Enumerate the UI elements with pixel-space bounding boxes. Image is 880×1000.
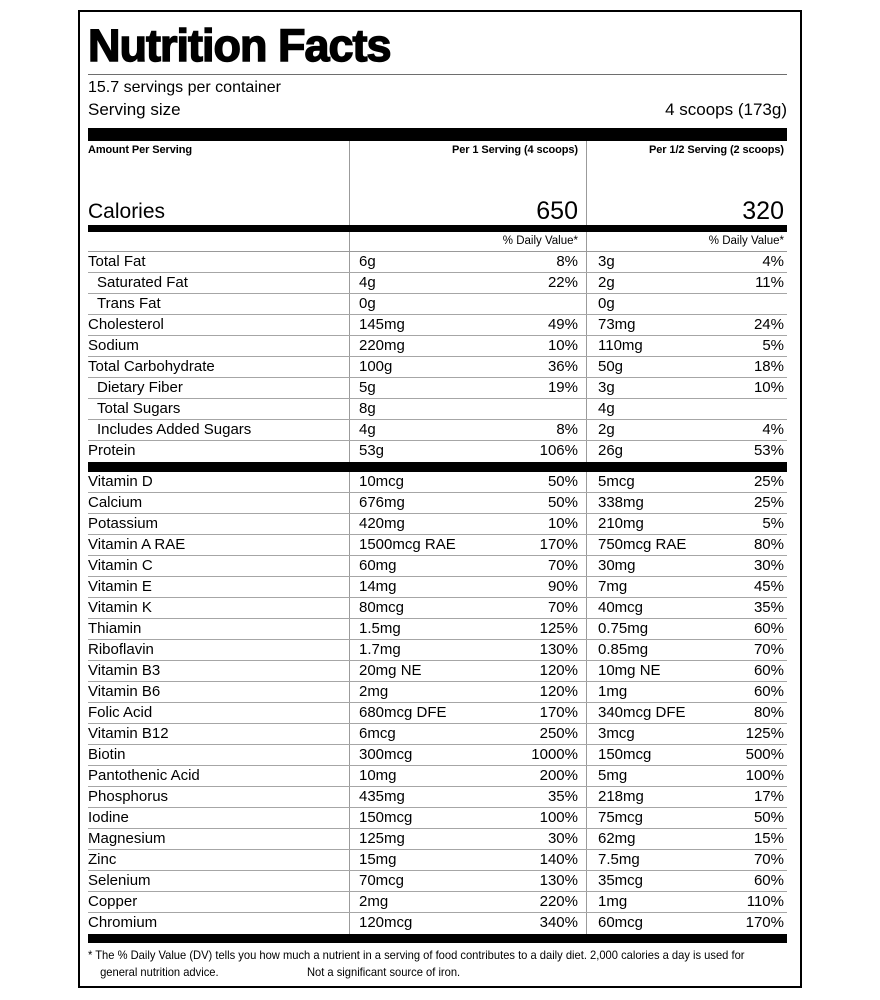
table-row	[88, 493, 787, 514]
nutrient-name: Zinc	[88, 851, 117, 868]
nutrient-amount-per-serving: 20mg NE	[359, 662, 422, 679]
table-row	[88, 661, 787, 682]
table-row	[88, 273, 787, 294]
nutrient-name: Vitamin B3	[88, 662, 161, 679]
nutrient-name: Cholesterol	[88, 316, 164, 333]
nutrient-dv-per-serving: 22%	[547, 274, 578, 291]
nutrient-dv-per-half: 60%	[753, 683, 784, 700]
nutrient-amount-per-serving: 100g	[359, 358, 393, 375]
nutrient-amount-per-half: 60mcg	[598, 914, 644, 931]
nutrient-amount-per-serving: 1500mcg RAE	[359, 536, 456, 553]
nutrient-name: Vitamin B12	[88, 725, 169, 742]
nutrient-amount-per-serving: 8g	[359, 400, 376, 417]
nutrient-amount-per-serving: 125mg	[359, 830, 405, 847]
nutrient-name: Vitamin A RAE	[88, 536, 186, 553]
nutrient-amount-per-serving: 220mg	[359, 337, 405, 354]
nutrition-table	[88, 141, 787, 934]
nutrient-amount-per-half: 3mcg	[598, 725, 635, 742]
nutrient-dv-per-half: 30%	[753, 557, 784, 574]
nutrient-name: Thiamin	[88, 620, 142, 637]
nutrient-dv-per-half: 70%	[753, 851, 784, 868]
calories-row	[88, 161, 787, 225]
nutrient-name: Copper	[88, 893, 138, 910]
nutrient-amount-per-serving: 53g	[359, 442, 385, 459]
nutrient-amount-per-serving: 6mcg	[359, 725, 396, 742]
table-row	[88, 724, 787, 745]
nutrient-amount-per-serving: 680mcg DFE	[359, 704, 447, 721]
nutrient-dv-per-half: 5%	[762, 515, 784, 532]
amount-per-serving-header: Amount Per Serving	[88, 144, 192, 156]
nutrient-dv-per-half: 170%	[745, 914, 784, 931]
nutrient-name: Riboflavin	[88, 641, 154, 658]
table-row	[88, 829, 787, 850]
nutrient-amount-per-half: 338mg	[598, 494, 644, 511]
calories-label: Calories	[88, 200, 166, 223]
nutrient-dv-per-half: 10%	[753, 379, 784, 396]
nutrient-amount-per-half: 40mcg	[598, 599, 644, 616]
servings-per-container: 15.7 servings per container	[88, 79, 281, 96]
nutrient-amount-per-serving: 676mg	[359, 494, 405, 511]
nutrient-dv-per-half: 4%	[762, 253, 784, 270]
nutrient-dv-per-half: 80%	[753, 704, 784, 721]
table-row	[88, 913, 787, 934]
nutrient-amount-per-half: 10mg NE	[598, 662, 661, 679]
nutrient-dv-per-serving: 200%	[539, 767, 578, 784]
nutrient-name: Total Carbohydrate	[88, 358, 215, 375]
nutrient-amount-per-serving: 70mcg	[359, 872, 405, 889]
table-row	[88, 315, 787, 336]
nutrient-name: Sodium	[88, 337, 139, 354]
nutrient-name: Vitamin E	[88, 578, 152, 595]
table-row	[88, 745, 787, 766]
nutrient-dv-per-serving: 35%	[547, 788, 578, 805]
nutrient-amount-per-serving: 6g	[359, 253, 376, 270]
nutrient-dv-per-half: 35%	[753, 599, 784, 616]
nutrient-amount-per-serving: 10mcg	[359, 473, 405, 490]
nutrient-name: Phosphorus	[88, 788, 169, 805]
nutrient-dv-per-serving: 50%	[547, 494, 578, 511]
nutrient-dv-per-serving: 50%	[547, 473, 578, 490]
nutrient-amount-per-half: 73mg	[598, 316, 636, 333]
nutrient-dv-per-half: 53%	[753, 442, 784, 459]
nutrient-name: Vitamin B6	[88, 683, 161, 700]
nutrient-amount-per-half: 0.75mg	[598, 620, 649, 637]
nutrient-amount-per-half: 110mg	[598, 337, 643, 354]
table-row	[88, 252, 787, 273]
per-half-serving-header: Per 1/2 Serving (2 scoops)	[649, 144, 784, 156]
nutrient-amount-per-half: 150mcg	[598, 746, 652, 763]
table-row	[88, 766, 787, 787]
nutrient-dv-per-half: 50%	[753, 809, 784, 826]
nutrient-amount-per-half: 7mg	[598, 578, 628, 595]
nutrient-name: Vitamin D	[88, 473, 153, 490]
table-row	[88, 598, 787, 619]
nutrient-amount-per-half: 340mcg DFE	[598, 704, 686, 721]
nutrient-dv-per-half: 45%	[753, 578, 784, 595]
nutrient-name: Vitamin C	[88, 557, 153, 574]
nutrient-amount-per-serving: 0g	[359, 295, 376, 312]
nutrient-name: Total Sugars	[97, 400, 181, 417]
nutrient-dv-per-half: 4%	[762, 421, 784, 438]
nutrient-amount-per-serving: 1.5mg	[359, 620, 401, 637]
nutrient-dv-per-half: 17%	[753, 788, 784, 805]
nutrient-amount-per-half: 1mg	[598, 683, 628, 700]
nutrient-name: Pantothenic Acid	[88, 767, 200, 784]
vitamin-rows	[88, 472, 787, 934]
nutrient-dv-per-serving: 125%	[539, 620, 578, 637]
table-row	[88, 556, 787, 577]
table-row	[88, 535, 787, 556]
nutrient-name: Protein	[88, 442, 136, 459]
nutrient-dv-per-serving: 100%	[539, 809, 578, 826]
calories-per-serving: 650	[536, 197, 578, 225]
nutrient-name: Saturated Fat	[97, 274, 188, 291]
nutrient-dv-per-serving: 19%	[547, 379, 578, 396]
nutrient-amount-per-serving: 1.7mg	[359, 641, 401, 658]
nutrient-dv-per-half: 11%	[755, 274, 784, 291]
nutrient-amount-per-half: 7.5mg	[598, 851, 640, 868]
nutrient-amount-per-half: 62mg	[598, 830, 636, 847]
nutrient-amount-per-half: 2g	[598, 421, 615, 438]
nutrient-dv-per-half: 25%	[753, 473, 784, 490]
nutrient-amount-per-serving: 10mg	[359, 767, 397, 784]
nutrient-amount-per-half: 0g	[598, 295, 615, 312]
table-row	[88, 892, 787, 913]
table-row	[88, 357, 787, 378]
nutrient-dv-per-serving: 220%	[539, 893, 578, 910]
nutrient-amount-per-serving: 300mcg	[359, 746, 413, 763]
nutrient-name: Dietary Fiber	[97, 379, 183, 396]
table-row	[88, 640, 787, 661]
footnote	[88, 947, 787, 980]
nutrient-dv-per-half: 25%	[753, 494, 784, 511]
label-title: Nutrition Facts	[88, 20, 391, 71]
nutrient-name: Selenium	[88, 872, 151, 889]
nutrient-amount-per-serving: 80mcg	[359, 599, 405, 616]
nutrient-dv-per-serving: 1000%	[531, 746, 578, 763]
nutrient-amount-per-serving: 2mg	[359, 683, 389, 700]
table-row	[88, 871, 787, 892]
nutrient-dv-per-half: 60%	[753, 662, 784, 679]
nutrient-name: Total Fat	[88, 253, 146, 270]
nutrient-dv-per-serving: 30%	[547, 830, 578, 847]
nutrient-name: Folic Acid	[88, 704, 153, 721]
nutrient-dv-per-serving: 170%	[539, 704, 578, 721]
nutrient-dv-per-serving: 120%	[539, 683, 578, 700]
nutrient-dv-per-serving: 70%	[547, 557, 578, 574]
title-divider	[88, 74, 787, 75]
column-header-row	[88, 141, 787, 161]
nutrient-amount-per-half: 210mg	[598, 515, 644, 532]
nutrient-dv-per-serving: 90%	[547, 578, 578, 595]
table-row	[88, 682, 787, 703]
nutrient-amount-per-half: 50g	[598, 358, 624, 375]
nutrient-dv-per-serving: 49%	[547, 316, 578, 333]
nutrient-dv-per-serving: 130%	[539, 641, 578, 658]
nutrient-amount-per-serving: 60mg	[359, 557, 397, 574]
nutrient-amount-per-serving: 150mcg	[359, 809, 413, 826]
nutrient-amount-per-serving: 120mcg	[359, 914, 413, 931]
table-row	[88, 399, 787, 420]
nutrient-dv-per-half: 110%	[746, 893, 784, 910]
table-row	[88, 472, 787, 493]
serving-size-label: Serving size	[88, 100, 181, 119]
daily-value-header-per-serving: % Daily Value*	[502, 235, 578, 247]
per-serving-header: Per 1 Serving (4 scoops)	[452, 144, 578, 156]
nutrient-amount-per-serving: 14mg	[359, 578, 397, 595]
table-row	[88, 619, 787, 640]
nutrient-dv-per-serving: 10%	[547, 515, 578, 532]
daily-value-header-per-half: % Daily Value*	[708, 235, 784, 247]
nutrient-amount-per-half: 75mcg	[598, 809, 644, 826]
footnote-separator-bar	[88, 934, 787, 943]
calories-per-half-serving: 320	[742, 197, 784, 225]
nutrient-dv-per-half: 100%	[745, 767, 784, 784]
nutrient-dv-per-half: 80%	[753, 536, 784, 553]
footnote-iron-note: Not a significant source of iron.	[306, 964, 461, 979]
nutrient-amount-per-half: 1mg	[598, 893, 628, 910]
daily-value-header-row	[88, 232, 787, 252]
nutrient-dv-per-serving: 250%	[539, 725, 578, 742]
table-row	[88, 294, 787, 315]
nutrient-amount-per-half: 5mcg	[598, 473, 635, 490]
nutrient-name: Potassium	[88, 515, 159, 532]
nutrient-amount-per-half: 5mg	[598, 767, 628, 784]
nutrient-dv-per-half: 70%	[753, 641, 784, 658]
protein-separator-bar	[88, 462, 787, 472]
nutrient-name: Calcium	[88, 494, 143, 511]
table-row	[88, 703, 787, 724]
nutrient-amount-per-serving: 435mg	[359, 788, 405, 805]
nutrient-amount-per-half: 0.85mg	[598, 641, 649, 658]
table-row	[88, 514, 787, 535]
nutrient-dv-per-serving: 36%	[547, 358, 578, 375]
nutrient-dv-per-serving: 70%	[547, 599, 578, 616]
nutrient-amount-per-half: 2g	[598, 274, 615, 291]
nutrient-dv-per-serving: 8%	[556, 421, 578, 438]
nutrient-dv-per-half: 125%	[745, 725, 784, 742]
nutrient-name: Chromium	[88, 914, 158, 931]
nutrient-dv-per-half: 60%	[753, 620, 784, 637]
nutrient-dv-per-half: 5%	[762, 337, 784, 354]
nutrient-amount-per-serving: 4g	[359, 421, 376, 438]
nutrient-amount-per-serving: 145mg	[359, 316, 405, 333]
nutrient-name: Includes Added Sugars	[97, 421, 252, 438]
nutrient-amount-per-serving: 420mg	[359, 515, 405, 532]
nutrient-dv-per-half: 18%	[753, 358, 784, 375]
table-row	[88, 787, 787, 808]
nutrient-dv-per-serving: 120%	[539, 662, 578, 679]
nutrient-name: Iodine	[88, 809, 129, 826]
nutrition-facts-label	[78, 10, 802, 988]
table-row	[88, 441, 787, 462]
nutrient-amount-per-serving: 5g	[359, 379, 376, 396]
nutrient-dv-per-half: 15%	[753, 830, 784, 847]
nutrient-rows	[88, 252, 787, 462]
nutrient-name: Vitamin K	[88, 599, 152, 616]
nutrient-amount-per-half: 35mcg	[598, 872, 644, 889]
nutrient-amount-per-half: 30mg	[598, 557, 636, 574]
table-row	[88, 336, 787, 357]
table-row	[88, 808, 787, 829]
footnote-line2	[88, 964, 738, 981]
footnote-line1: * The % Daily Value (DV) tells you how much a nutrient in a serving of food contributes to a daily diet. 2,000 calories a day is used for	[88, 948, 745, 962]
nutrient-dv-per-serving: 170%	[539, 536, 578, 553]
nutrient-amount-per-serving: 2mg	[359, 893, 389, 910]
serving-size-row	[88, 99, 787, 120]
serving-size-value: 4 scoops (173g)	[665, 100, 787, 119]
nutrient-amount-per-serving: 4g	[359, 274, 376, 291]
nutrient-amount-per-serving: 15mg	[359, 851, 397, 868]
calories-separator-bar	[88, 225, 787, 232]
nutrient-dv-per-serving: 340%	[539, 914, 578, 931]
table-row	[88, 577, 787, 598]
nutrient-amount-per-half: 4g	[598, 400, 615, 417]
nutrient-dv-per-half: 60%	[753, 872, 784, 889]
serving-size-bar	[88, 128, 787, 141]
nutrient-name: Magnesium	[88, 830, 166, 847]
nutrient-dv-per-serving: 8%	[556, 253, 578, 270]
nutrient-name: Biotin	[88, 746, 126, 763]
nutrient-amount-per-half: 3g	[598, 253, 615, 270]
nutrient-amount-per-half: 750mcg RAE	[598, 536, 687, 553]
nutrient-dv-per-half: 500%	[745, 746, 784, 763]
nutrient-dv-per-serving: 140%	[539, 851, 578, 868]
nutrient-name: Trans Fat	[97, 295, 161, 312]
footnote-advice: general nutrition advice.	[100, 964, 219, 979]
table-row	[88, 378, 787, 399]
table-row	[88, 420, 787, 441]
nutrient-amount-per-half: 26g	[598, 442, 624, 459]
nutrient-dv-per-half: 24%	[753, 316, 784, 333]
nutrient-amount-per-half: 3g	[598, 379, 615, 396]
nutrient-dv-per-serving: 106%	[539, 442, 578, 459]
nutrient-dv-per-serving: 10%	[547, 337, 578, 354]
nutrient-dv-per-serving: 130%	[539, 872, 578, 889]
table-row	[88, 850, 787, 871]
nutrient-amount-per-half: 218mg	[598, 788, 644, 805]
